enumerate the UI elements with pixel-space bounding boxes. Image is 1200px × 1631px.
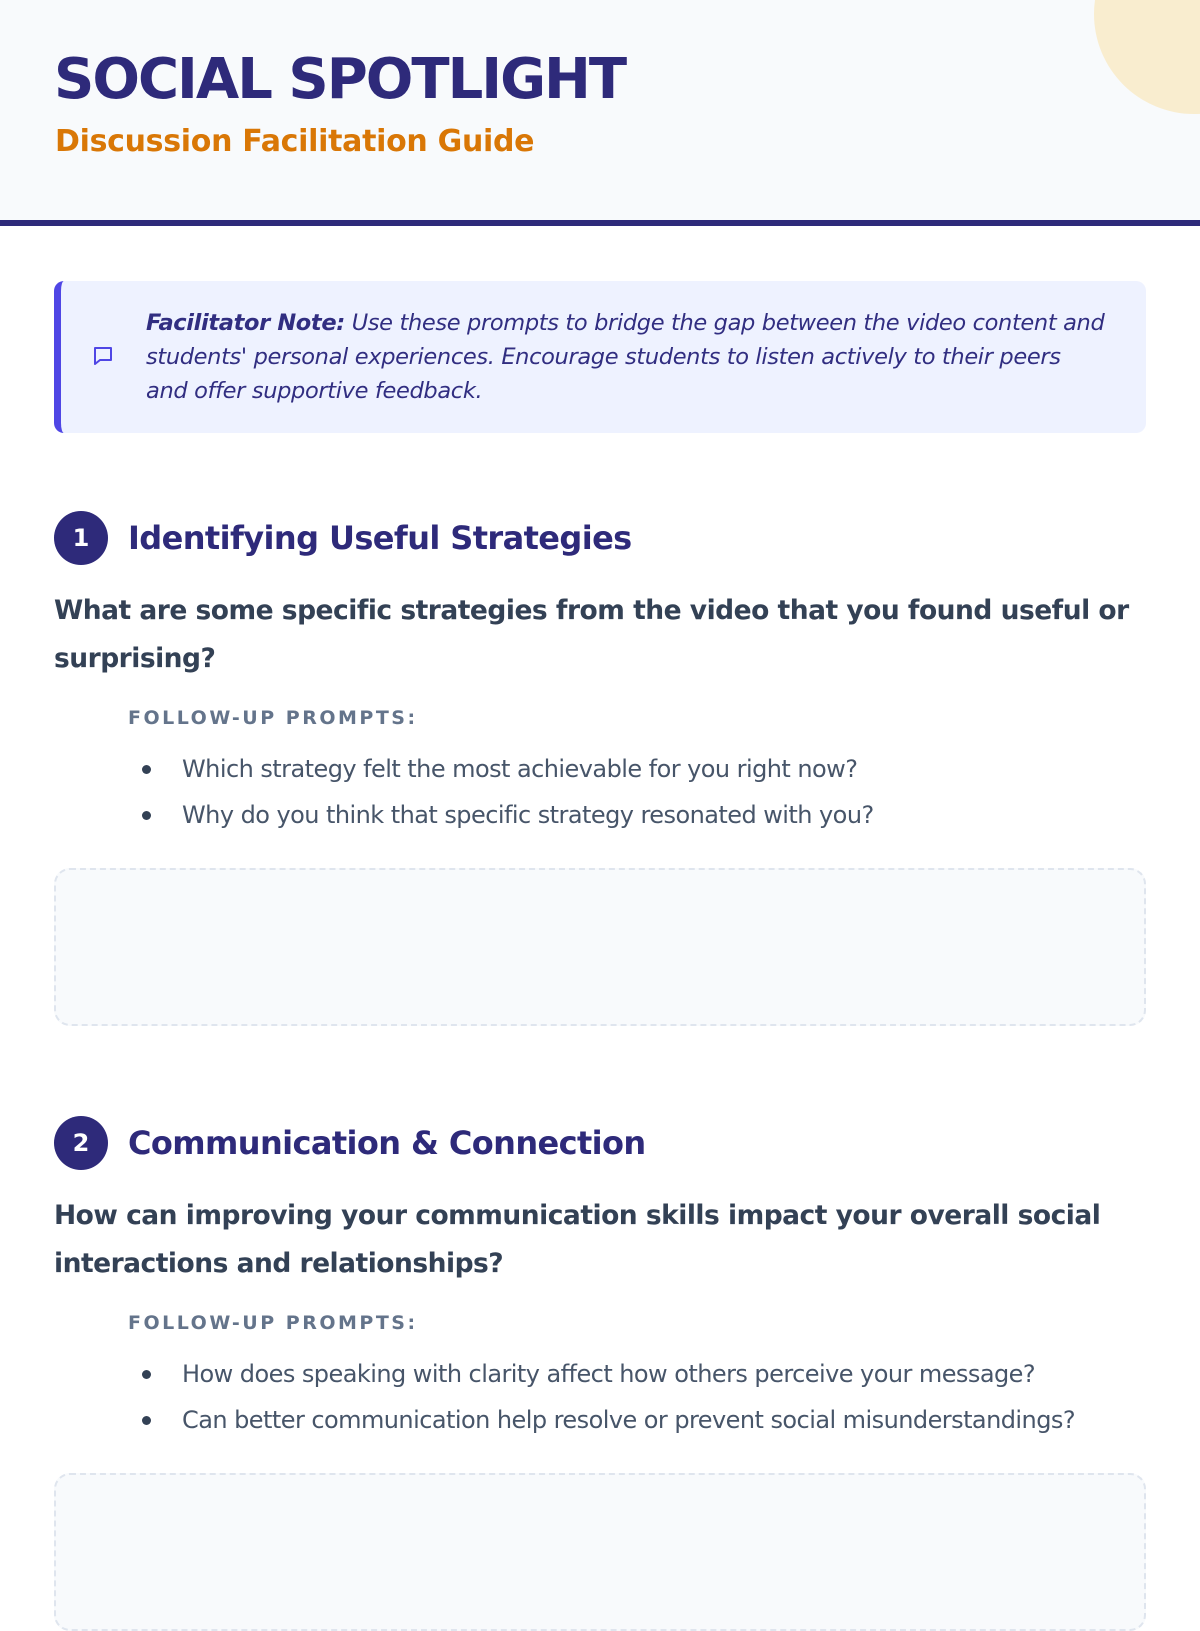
page-subtitle: Discussion Facilitation Guide <box>55 124 535 159</box>
follow-up-text: How does speaking with clarity affect how others perceive your message? <box>182 1359 1036 1388</box>
follow-up-label: FOLLOW-UP PROMPTS: <box>128 1312 418 1334</box>
bullet-icon <box>142 811 151 820</box>
follow-up-item <box>128 746 1146 792</box>
follow-up-text: Which strategy felt the most achievable for you right now? <box>182 754 858 783</box>
section-number-badge: 2 <box>54 1116 108 1170</box>
discussion-section-1 <box>54 511 1146 1026</box>
follow-up-item <box>128 792 1146 838</box>
section-number-badge: 1 <box>54 511 108 565</box>
facilitator-note-label: Facilitator Note: <box>146 310 345 336</box>
follow-up-label: FOLLOW-UP PROMPTS: <box>128 707 418 729</box>
section-title: Identifying Useful Strategies <box>128 519 632 557</box>
facilitator-note-text <box>146 306 1106 408</box>
page-title: SOCIAL SPOTLIGHT <box>54 47 626 112</box>
follow-up-item <box>128 1351 1146 1397</box>
bullet-icon <box>142 1416 151 1425</box>
section-header <box>54 1116 1146 1170</box>
follow-up-list <box>128 746 1146 838</box>
facilitator-note-body: Use these prompts to bridge the gap between the video content and students' personal experiences. Encourage students to listen actively to their peers and offer supportive feedback. <box>146 310 1105 404</box>
bullet-icon <box>142 1370 151 1379</box>
decorative-circle <box>1094 0 1200 114</box>
response-area[interactable] <box>54 1473 1146 1631</box>
bullet-icon <box>142 765 151 774</box>
chat-bubble-icon <box>91 344 115 368</box>
header <box>0 0 1200 226</box>
follow-up-text: Why do you think that specific strategy resonated with you? <box>182 800 874 829</box>
section-header <box>54 511 1146 565</box>
follow-up-item <box>128 1397 1146 1443</box>
facilitator-note <box>54 281 1146 433</box>
follow-up-text: Can better communication help resolve or prevent social misunderstandings? <box>182 1405 1076 1434</box>
discussion-section-2 <box>54 1116 1146 1631</box>
discussion-question: How can improving your communication skills impact your overall social interactions and relationships? <box>54 1200 1101 1279</box>
section-title: Communication & Connection <box>128 1124 646 1162</box>
discussion-question: What are some specific strategies from the video that you found useful or surprising? <box>54 595 1129 674</box>
response-area[interactable] <box>54 868 1146 1026</box>
follow-up-list <box>128 1351 1146 1443</box>
